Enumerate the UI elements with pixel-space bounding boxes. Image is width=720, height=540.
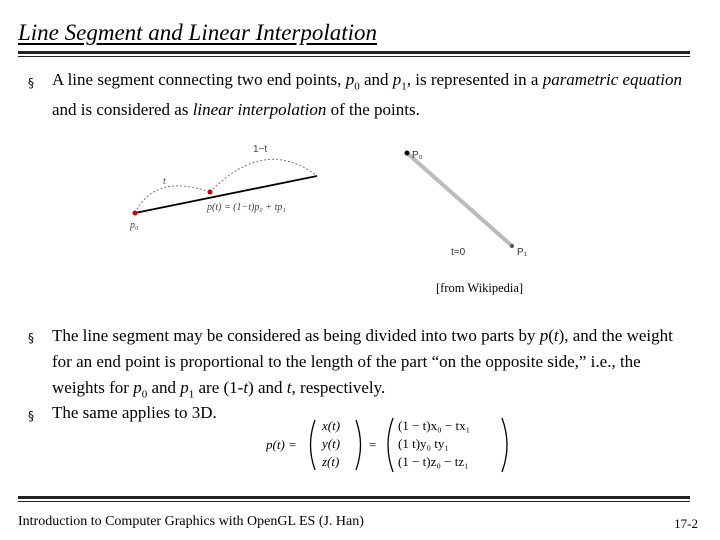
title-rule-thick xyxy=(18,51,690,54)
line-segment-figure xyxy=(125,138,325,238)
label-P0: P₀ xyxy=(412,150,423,161)
figure-caption: [from Wikipedia] xyxy=(436,281,524,295)
wikipedia-figure xyxy=(395,140,545,265)
right-paren-1 xyxy=(356,420,361,470)
left-paren-1 xyxy=(311,420,316,470)
bullet-3-text: The same applies to 3D. xyxy=(52,403,217,422)
label-P1: P₁ xyxy=(517,247,528,258)
equals-sign: = xyxy=(369,437,377,452)
point-pt xyxy=(208,190,213,195)
point-P1 xyxy=(510,244,514,248)
eq-y: y(t) xyxy=(322,436,341,451)
bullet-1-text: A line segment connecting two end points, $p_0$ and $p_1$, is represented in a parametric equation and is considered as linear interpolation of the points. xyxy=(52,70,682,120)
label-1-minus-t: 1−t xyxy=(253,144,268,155)
eq-row-3: (1 − t)z₀ − tz₁ xyxy=(398,454,469,469)
equation-lhs: p(t) = xyxy=(266,437,297,452)
page-number: 17-2 xyxy=(674,516,698,531)
bullet-marker: § xyxy=(28,409,34,423)
footer-rule-thick xyxy=(18,496,690,499)
title-rule-thin xyxy=(18,56,690,57)
footer-rule-thin xyxy=(18,501,690,502)
label-formula: p(t) = (1−t)p₀ + tp₁ xyxy=(207,202,286,213)
bullet-marker: § xyxy=(28,76,34,90)
left-paren-2 xyxy=(388,418,393,472)
label-t-zero: t=0 xyxy=(451,247,466,258)
eq-x: x(t) xyxy=(322,418,341,433)
bullet-2-text: The line segment may be considered as being divided into two parts by p(t), and the weight for an end point is proportional to the length of the part “on the opposite side,” i.e., the weights for $p_0$ and $p_1$ are (1-t) and t, respectively. xyxy=(52,326,673,401)
grey-segment xyxy=(407,153,512,246)
right-paren-2 xyxy=(502,418,507,472)
point-p0 xyxy=(133,211,138,216)
label-p0: p₀ xyxy=(130,220,139,231)
eq-row-2: (1 t)y₀ ty₁ xyxy=(398,436,449,451)
slide-title: Line Segment and Linear Interpolation xyxy=(18,20,378,45)
eq-z: z(t) xyxy=(322,454,340,469)
point-P0 xyxy=(405,151,410,156)
bullet-marker: § xyxy=(28,331,34,345)
footer-text: Introduction to Computer Graphics with OpenGL ES (J. Han) xyxy=(18,514,364,529)
label-t: t xyxy=(163,176,166,187)
eq-row-1: (1 − t)x₀ − tx₁ xyxy=(398,418,471,433)
parametric-equation xyxy=(266,414,516,476)
